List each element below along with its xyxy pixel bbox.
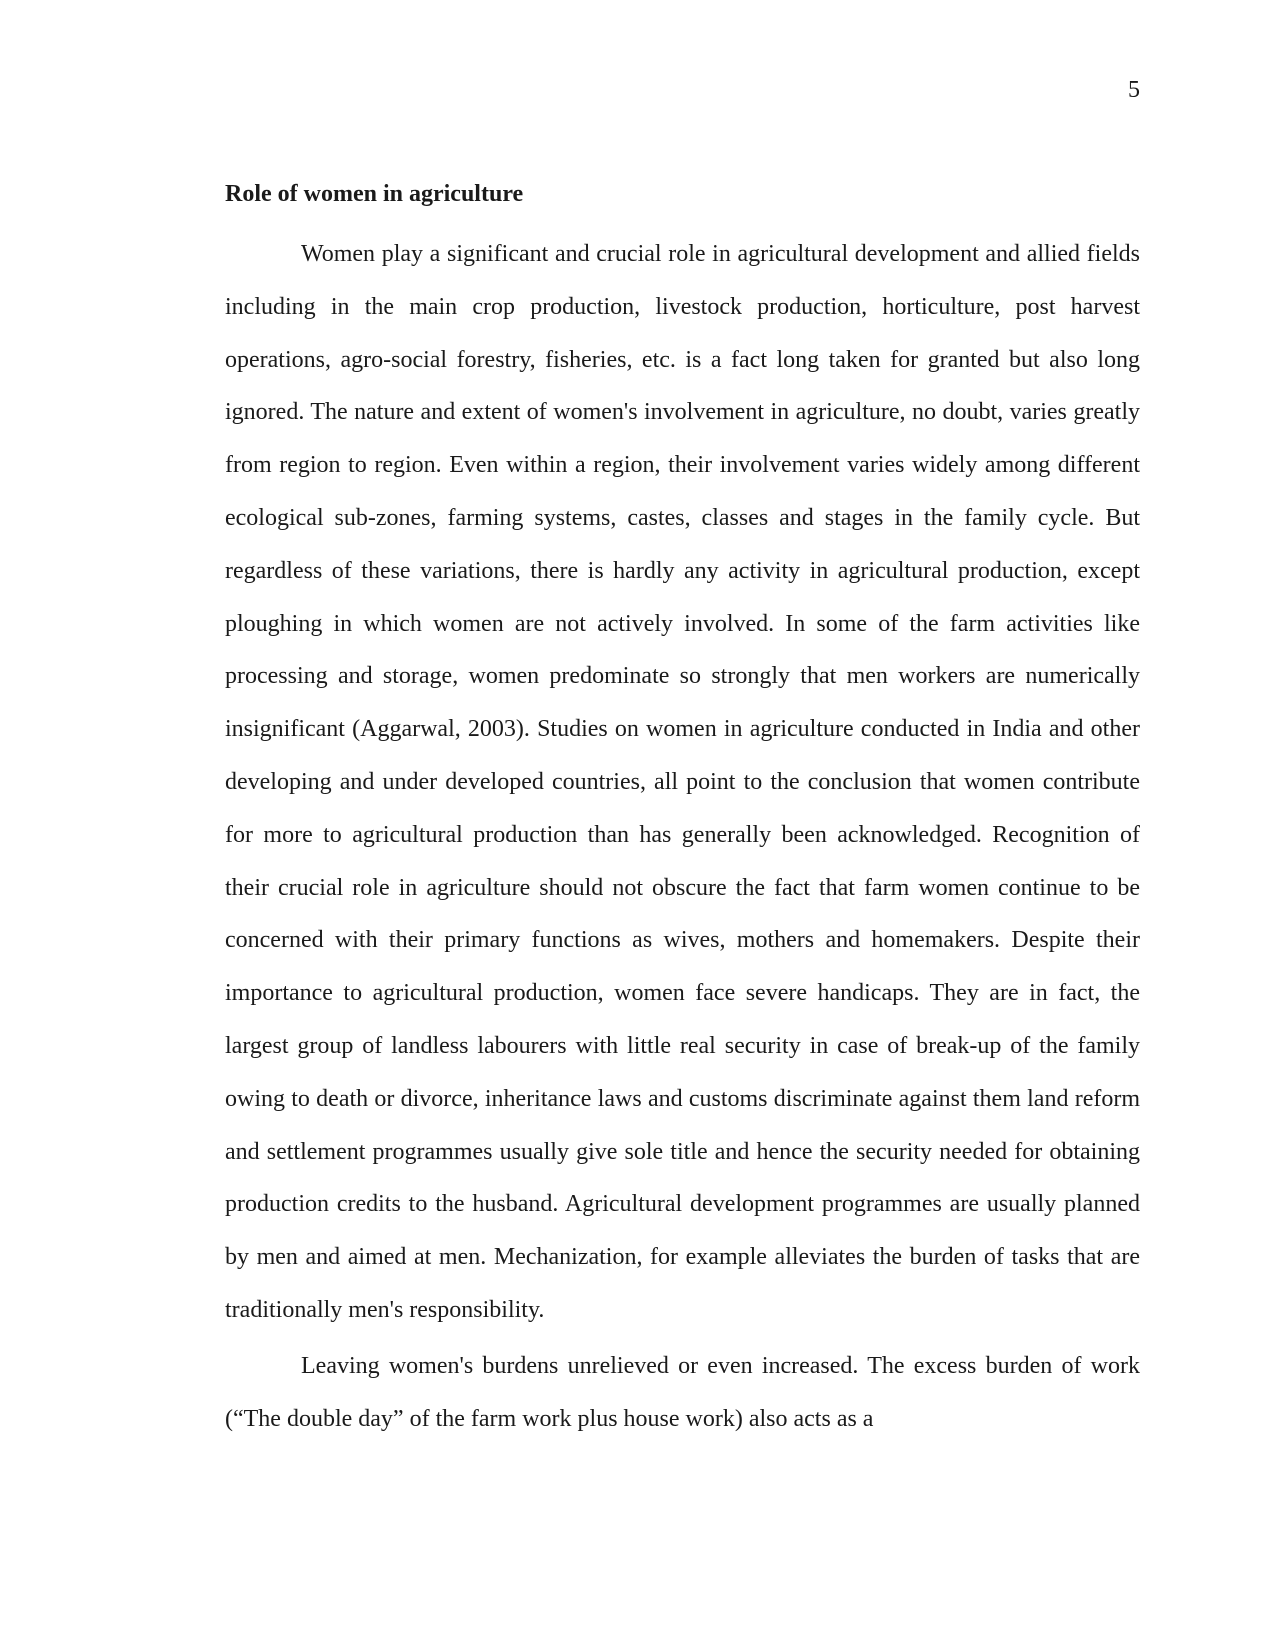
paragraph-2: Leaving women's burdens unrelieved or even increased. The excess burden of work (“The double day” of the farm work plus house work) also acts as a	[225, 1352, 1140, 1432]
document-body	[225, 176, 1140, 1448]
paragraph-1: Women play a significant and crucial role in agricultural development and allied fields including in the main crop production, livestock production, horticulture, post harvest operations, agro-social forestry, fisheries, etc. is a fact long taken for granted but also long ignored. The nature and extent of women's involvement in agriculture, no doubt, varies greatly from region to region. Even within a region, their involvement varies widely among different ecological sub-zones, farming systems, castes, classes and stages in the family cycle. But regardless of these variations, there is hardly any activity in agricultural production, except ploughing in which women are not actively involved. In some of the farm activities like processing and storage, women predominate so strongly that men workers are numerically insignificant (Aggarwal, 2003). Studies on women in agriculture conducted in India and other developing and under developed countries, all point to the conclusion that women contribute for more to agricultural production than has generally been acknowledged. Recognition of their crucial role in agriculture should not obscure the fact that farm women continue to be concerned with their primary functions as wives, mothers and homemakers. Despite their importance to agricultural production, women face severe handicaps. They are in fact, the largest group of landless labourers with little real security in case of break-up of the family owing to death or divorce, inheritance laws and customs discriminate against them land reform and settlement programmes usually give sole title and hence the security needed for obtaining production credits to the husband. Agricultural development programmes are usually planned by men and aimed at men. Mechanization, for example alleviates the burden of tasks that are traditionally men's responsibility.	[225, 241, 1140, 1323]
section-heading: Role of women in agriculture	[225, 181, 524, 207]
page-number: 5	[1128, 77, 1140, 103]
